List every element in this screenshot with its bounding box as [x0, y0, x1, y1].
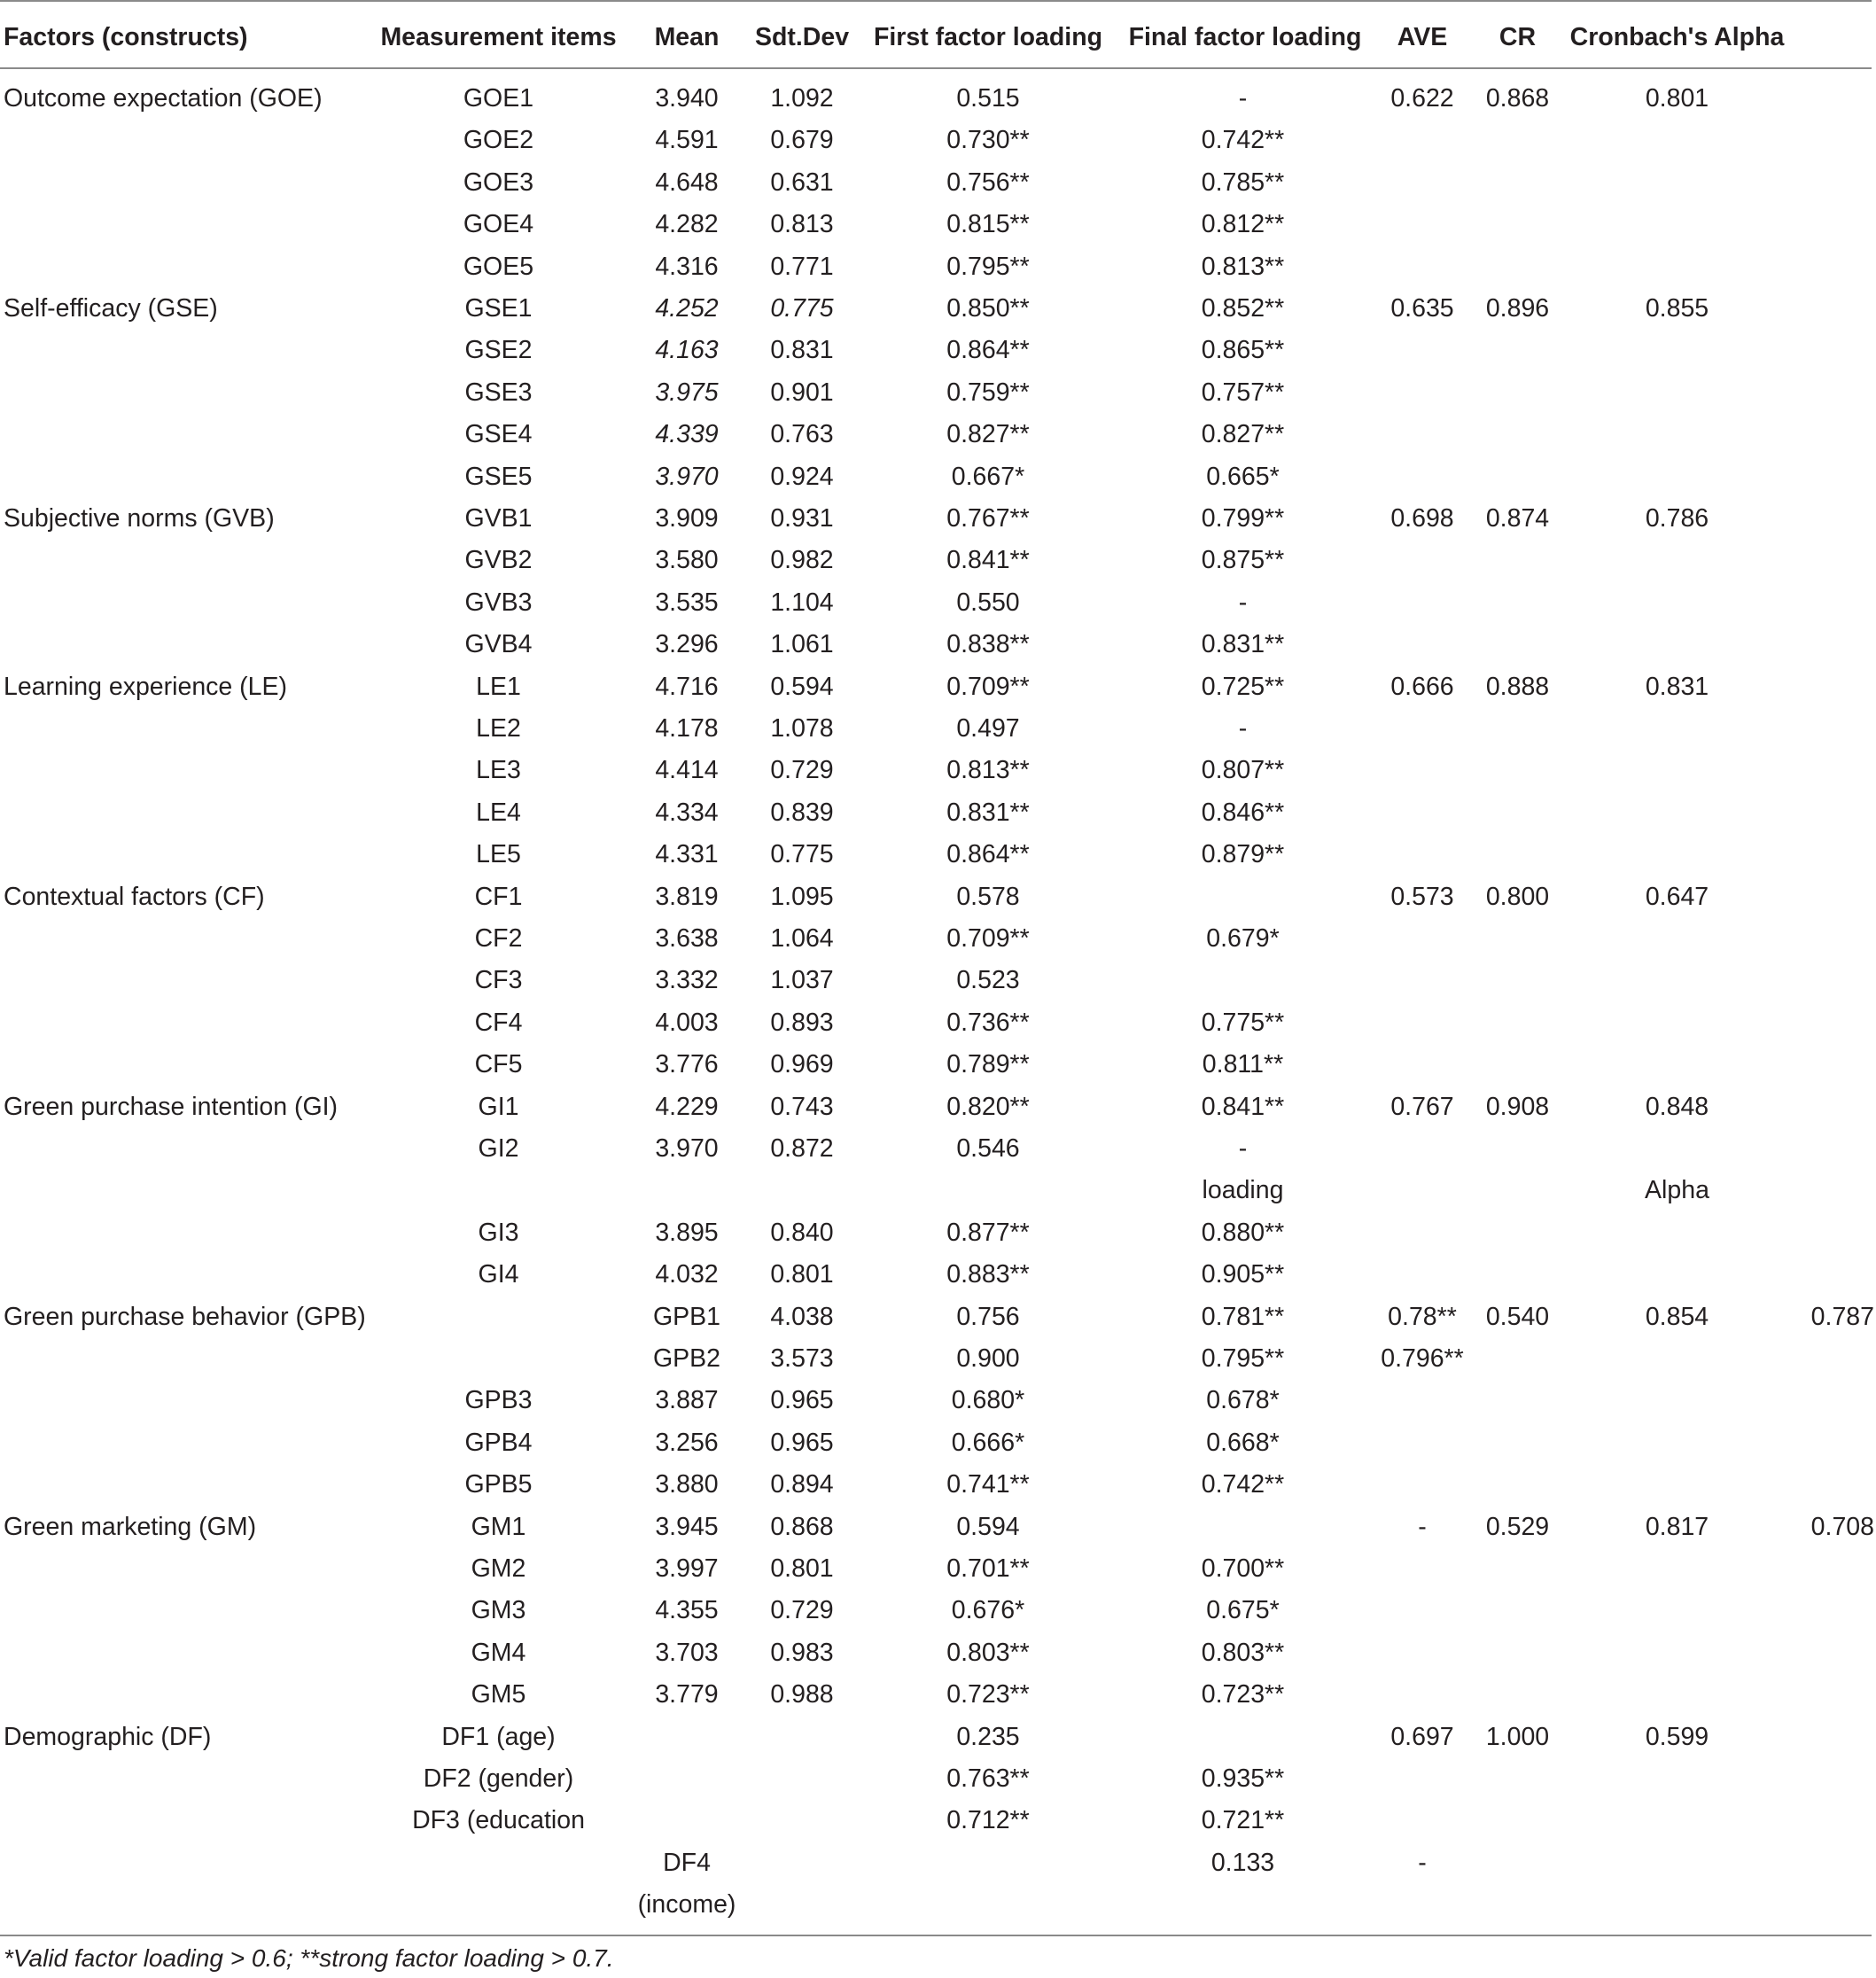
cell-first: 0.701** [946, 1554, 1030, 1583]
cell-first: 0.709** [946, 673, 1030, 701]
cell-item: LE5 [476, 840, 521, 868]
cell-alpha: 0.801 [1645, 84, 1709, 113]
cell-item: DF1 (age) [441, 1723, 556, 1751]
cell-first: 0.795** [946, 253, 1030, 281]
cell-first: 0.756** [946, 168, 1030, 197]
cell-sd: 0.901 [770, 378, 834, 407]
cell-ave: 0.573 [1390, 883, 1454, 911]
cell-first: 0.883** [946, 1260, 1030, 1289]
cell-final: 0.905** [1201, 1260, 1285, 1289]
cell-first: 0.767** [946, 504, 1030, 533]
cell-factor: Subjective norms (GVB) [4, 504, 275, 533]
column-header-final: Final factor loading [1128, 23, 1362, 51]
cell-mean: 4.229 [655, 1093, 719, 1121]
cell-mean: 4.339 [655, 420, 719, 448]
cell-cr: 0.529 [1485, 1513, 1550, 1541]
cell-sd: 1.078 [770, 714, 834, 743]
cell-final: 0.675* [1206, 1596, 1280, 1624]
table-footnote: *Valid factor loading > 0.6; **strong factor loading > 0.7. [4, 1944, 614, 1972]
cell-final: - [1238, 588, 1248, 617]
cell-item: GVB1 [464, 504, 533, 533]
cell-mean: 3.970 [655, 463, 719, 491]
cell-cr: 0.868 [1485, 84, 1550, 113]
cell-mean: 4.282 [655, 210, 719, 238]
cell-sd: 0.931 [770, 504, 834, 533]
cell-ave: 0.622 [1390, 84, 1454, 113]
cell-item: GSE5 [464, 463, 533, 491]
cell-first: 0.838** [946, 630, 1030, 658]
cell-final: 0.935** [1201, 1764, 1285, 1793]
cell-alpha: Alpha [1645, 1176, 1709, 1204]
cell-factor: Demographic (DF) [4, 1723, 212, 1751]
cell-first: 0.550 [956, 588, 1020, 617]
cell-mean: DF4 [663, 1849, 711, 1877]
cell-sd: 0.988 [770, 1680, 834, 1709]
cell-first: 0.763** [946, 1764, 1030, 1793]
cell-first: 0.594 [956, 1513, 1020, 1541]
cell-first: 0.900 [956, 1344, 1020, 1373]
cell-ave: 0.666 [1390, 673, 1454, 701]
cell-sd: 0.969 [770, 1050, 834, 1079]
cell-sd: 0.924 [770, 463, 834, 491]
cell-item: GOE2 [463, 126, 534, 154]
cell-sd: 0.771 [770, 253, 834, 281]
cell-final: 0.827** [1201, 420, 1285, 448]
cell-mean: 3.703 [655, 1639, 719, 1667]
cell-first: 0.235 [956, 1723, 1020, 1751]
cell-sd: 0.868 [770, 1513, 834, 1541]
cell-first: 0.841** [946, 546, 1030, 574]
cell-alpha: 0.854 [1645, 1303, 1709, 1331]
cell-final: 0.880** [1201, 1219, 1285, 1247]
cell-factor: Green marketing (GM) [4, 1513, 257, 1541]
cell-final: 0.700** [1201, 1554, 1285, 1583]
cell-final: 0.742** [1201, 126, 1285, 154]
cell-sd: 0.965 [770, 1386, 834, 1414]
cell-first: 0.523 [956, 966, 1020, 994]
cell-item: GM2 [471, 1554, 526, 1583]
cell-final: 0.757** [1201, 378, 1285, 407]
cell-item: GOE4 [463, 210, 534, 238]
cell-ave: 0.767 [1390, 1093, 1454, 1121]
cell-mean: 3.887 [655, 1386, 719, 1414]
cell-mean: 3.779 [655, 1680, 719, 1709]
cell-alpha: 0.786 [1645, 504, 1709, 533]
cell-item: GI4 [478, 1260, 519, 1289]
cell-item: GPB5 [464, 1470, 533, 1499]
cell-mean: 3.638 [655, 924, 719, 953]
cell-item: CF1 [474, 883, 523, 911]
cell-ave: - [1418, 1513, 1427, 1541]
cell-first: 0.759** [946, 378, 1030, 407]
cell-sd: 0.801 [770, 1554, 834, 1583]
cell-item: LE3 [476, 756, 521, 784]
cell-final: 0.807** [1201, 756, 1285, 784]
cell-final: 0.785** [1201, 168, 1285, 197]
cell-cr: 0.874 [1485, 504, 1550, 533]
cell-sd: 0.631 [770, 168, 834, 197]
cell-sd: 0.775 [770, 294, 834, 323]
cell-extra: 0.787 [1810, 1303, 1874, 1331]
cell-ave: 0.78** [1388, 1303, 1457, 1331]
cell-cr: 0.540 [1485, 1303, 1550, 1331]
cell-final: 0.133 [1210, 1849, 1275, 1877]
cell-mean: 3.776 [655, 1050, 719, 1079]
cell-final: 0.721** [1201, 1806, 1285, 1834]
cell-first: 0.756 [956, 1303, 1020, 1331]
cell-first: 0.578 [956, 883, 1020, 911]
cell-ave: 0.698 [1390, 504, 1454, 533]
cell-mean: 3.940 [655, 84, 719, 113]
cell-first: 0.831** [946, 798, 1030, 827]
cell-mean: 4.591 [655, 126, 719, 154]
cell-mean: 3.945 [655, 1513, 719, 1541]
cell-cr: 0.888 [1485, 673, 1550, 701]
cell-mean: 3.997 [655, 1554, 719, 1583]
cell-first: 0.723** [946, 1680, 1030, 1709]
cell-mean: 3.535 [655, 588, 719, 617]
cell-mean: 3.895 [655, 1219, 719, 1247]
cell-sd: 1.095 [770, 883, 834, 911]
cell-final: 0.679* [1206, 924, 1280, 953]
cell-alpha: 0.831 [1645, 673, 1709, 701]
cell-final: 0.831** [1201, 630, 1285, 658]
cell-final: 0.811** [1202, 1050, 1284, 1079]
cell-sd: 0.679 [770, 126, 834, 154]
cell-final: 0.678* [1206, 1386, 1280, 1414]
cell-first: 0.827** [946, 420, 1030, 448]
cell-first: 0.676* [951, 1596, 1025, 1624]
cell-ave: 0.697 [1390, 1723, 1454, 1751]
cell-mean: 3.909 [655, 504, 719, 533]
column-header-ave: AVE [1397, 23, 1448, 51]
cell-final: - [1238, 714, 1248, 743]
cell-first: 0.850** [946, 294, 1030, 323]
cell-item: GVB2 [464, 546, 533, 574]
cell-first: 0.864** [946, 840, 1030, 868]
cell-mean: 3.332 [655, 966, 719, 994]
cell-factor: Green purchase intention (GI) [4, 1093, 339, 1121]
cell-item: GOE1 [463, 84, 534, 113]
cell-item: LE4 [476, 798, 521, 827]
cell-ave: 0.635 [1390, 294, 1454, 323]
cell-mean: 4.316 [655, 253, 719, 281]
cell-final: 0.841** [1201, 1093, 1285, 1121]
cell-first: 0.741** [946, 1470, 1030, 1499]
cell-sd: 1.092 [770, 84, 834, 113]
cell-alpha: 0.848 [1645, 1093, 1709, 1121]
cell-mean: 4.331 [655, 840, 719, 868]
cell-final: 0.775** [1201, 1008, 1285, 1037]
cell-cr: 0.896 [1485, 294, 1550, 323]
cell-mean: (income) [637, 1890, 736, 1919]
header-bottom-rule [0, 67, 1872, 69]
cell-mean: 3.580 [655, 546, 719, 574]
cell-final: 0.803** [1201, 1639, 1285, 1667]
cell-final: 0.852** [1201, 294, 1285, 323]
cell-mean: 4.003 [655, 1008, 719, 1037]
cell-item: GM3 [471, 1596, 526, 1624]
cell-mean: 3.296 [655, 630, 719, 658]
cell-sd: 0.775 [770, 840, 834, 868]
column-header-cr: CR [1498, 23, 1537, 51]
cell-mean: GPB1 [652, 1303, 721, 1331]
cell-final: 0.795** [1201, 1344, 1285, 1373]
cell-mean: 3.256 [655, 1429, 719, 1457]
cell-sd: 0.839 [770, 798, 834, 827]
cell-mean: 4.163 [655, 336, 719, 364]
cell-sd: 1.061 [770, 630, 834, 658]
cell-cr: 0.800 [1485, 883, 1550, 911]
cell-first: 0.820** [946, 1093, 1030, 1121]
cell-final: 0.879** [1201, 840, 1285, 868]
cell-mean: 3.880 [655, 1470, 719, 1499]
cell-first: 0.877** [946, 1219, 1030, 1247]
cell-mean: 3.970 [655, 1134, 719, 1163]
cell-mean: 4.716 [655, 673, 719, 701]
cell-final: 0.742** [1201, 1470, 1285, 1499]
cell-first: 0.546 [956, 1134, 1020, 1163]
cell-sd: 0.831 [770, 336, 834, 364]
cell-first: 0.815** [946, 210, 1030, 238]
cell-item: DF3 (education [412, 1806, 585, 1834]
cell-sd: 0.965 [770, 1429, 834, 1457]
cell-sd: 0.813 [770, 210, 834, 238]
cell-alpha: 0.647 [1645, 883, 1709, 911]
cell-first: 0.667* [951, 463, 1025, 491]
cell-final: - [1238, 1134, 1248, 1163]
cell-item: CF2 [474, 924, 523, 953]
cell-alpha: 0.599 [1645, 1723, 1709, 1751]
cell-sd: 4.038 [770, 1303, 834, 1331]
cell-item: GM1 [471, 1513, 526, 1541]
cell-first: 0.712** [946, 1806, 1030, 1834]
cell-item: GI3 [478, 1219, 519, 1247]
cell-item: GOE5 [463, 253, 534, 281]
cell-first: 0.709** [946, 924, 1030, 953]
column-header-factor: Factors (constructs) [4, 23, 248, 51]
cell-mean: 4.414 [655, 756, 719, 784]
column-header-item: Measurement items [380, 23, 617, 51]
cell-ave: - [1418, 1849, 1427, 1877]
cell-mean: 4.334 [655, 798, 719, 827]
column-header-first: First factor loading [873, 23, 1103, 51]
cell-item: GI1 [478, 1093, 519, 1121]
table-bottom-rule [0, 1935, 1872, 1936]
cell-sd: 0.893 [770, 1008, 834, 1037]
cell-item: GSE4 [464, 420, 533, 448]
cell-item: GPB3 [464, 1386, 533, 1414]
column-header-alpha: Cronbach's Alpha [1569, 23, 1785, 51]
cell-final: 0.723** [1201, 1680, 1285, 1709]
cell-first: 0.864** [946, 336, 1030, 364]
cell-sd: 3.573 [770, 1344, 834, 1373]
cell-final: 0.875** [1201, 546, 1285, 574]
cell-factor: Contextual factors (CF) [4, 883, 265, 911]
cell-factor: Green purchase behavior (GPB) [4, 1303, 366, 1331]
cell-final: 0.799** [1201, 504, 1285, 533]
cell-item: CF4 [474, 1008, 523, 1037]
column-header-sd: Sdt.Dev [754, 23, 850, 51]
cell-cr: 0.908 [1485, 1093, 1550, 1121]
cell-first: 0.515 [956, 84, 1020, 113]
cell-item: GI2 [478, 1134, 519, 1163]
cell-sd: 1.064 [770, 924, 834, 953]
cell-sd: 0.801 [770, 1260, 834, 1289]
cell-factor: Learning experience (LE) [4, 673, 288, 701]
cell-final: loading [1202, 1176, 1284, 1204]
cell-final: 0.846** [1201, 798, 1285, 827]
cell-first: 0.813** [946, 756, 1030, 784]
cell-mean: GPB2 [652, 1344, 721, 1373]
cell-mean: 4.252 [655, 294, 719, 323]
cell-sd: 0.594 [770, 673, 834, 701]
cell-item: GOE3 [463, 168, 534, 197]
cell-sd: 0.982 [770, 546, 834, 574]
cell-extra: 0.708 [1810, 1513, 1874, 1541]
cell-first: 0.736** [946, 1008, 1030, 1037]
cell-sd: 0.743 [770, 1093, 834, 1121]
cell-sd: 1.037 [770, 966, 834, 994]
cell-item: GVB3 [464, 588, 533, 617]
cell-first: 0.666* [951, 1429, 1025, 1457]
cell-item: GSE2 [464, 336, 533, 364]
cell-item: GM4 [471, 1639, 526, 1667]
cell-final: 0.812** [1201, 210, 1285, 238]
cell-sd: 0.983 [770, 1639, 834, 1667]
cell-alpha: 0.855 [1645, 294, 1709, 323]
cell-sd: 0.729 [770, 1596, 834, 1624]
cell-sd: 0.840 [770, 1219, 834, 1247]
cell-final: - [1238, 84, 1248, 113]
cell-final: 0.725** [1201, 673, 1285, 701]
cell-mean: 3.819 [655, 883, 719, 911]
cell-first: 0.680* [951, 1386, 1025, 1414]
cell-alpha: 0.817 [1645, 1513, 1709, 1541]
cell-ave: 0.796** [1381, 1344, 1464, 1373]
table-top-rule [0, 0, 1872, 2]
column-header-mean: Mean [654, 23, 720, 51]
cell-item: LE1 [476, 673, 521, 701]
cell-factor: Outcome expectation (GOE) [4, 84, 323, 113]
cell-sd: 1.104 [770, 588, 834, 617]
cell-sd: 0.894 [770, 1470, 834, 1499]
cell-sd: 0.872 [770, 1134, 834, 1163]
cell-item: CF5 [474, 1050, 523, 1079]
cell-item: CF3 [474, 966, 523, 994]
cell-final: 0.665* [1206, 463, 1280, 491]
cell-final: 0.781** [1201, 1303, 1285, 1331]
cell-mean: 4.032 [655, 1260, 719, 1289]
cell-mean: 4.648 [655, 168, 719, 197]
cell-item: GM5 [471, 1680, 526, 1709]
cell-first: 0.730** [946, 126, 1030, 154]
cell-mean: 4.355 [655, 1596, 719, 1624]
cell-item: LE2 [476, 714, 521, 743]
cell-mean: 3.975 [655, 378, 719, 407]
cell-first: 0.497 [956, 714, 1020, 743]
cell-item: GSE1 [464, 294, 533, 323]
cell-first: 0.789** [946, 1050, 1030, 1079]
cell-final: 0.865** [1201, 336, 1285, 364]
cell-item: GPB4 [464, 1429, 533, 1457]
cell-factor: Self-efficacy (GSE) [4, 294, 218, 323]
cell-item: DF2 (gender) [423, 1764, 574, 1793]
cell-first: 0.803** [946, 1639, 1030, 1667]
cell-cr: 1.000 [1485, 1723, 1550, 1751]
cell-item: GSE3 [464, 378, 533, 407]
cell-final: 0.813** [1201, 253, 1285, 281]
cell-mean: 4.178 [655, 714, 719, 743]
cell-final: 0.668* [1206, 1429, 1280, 1457]
cell-sd: 0.729 [770, 756, 834, 784]
cell-sd: 0.763 [770, 420, 834, 448]
cell-item: GVB4 [464, 630, 533, 658]
